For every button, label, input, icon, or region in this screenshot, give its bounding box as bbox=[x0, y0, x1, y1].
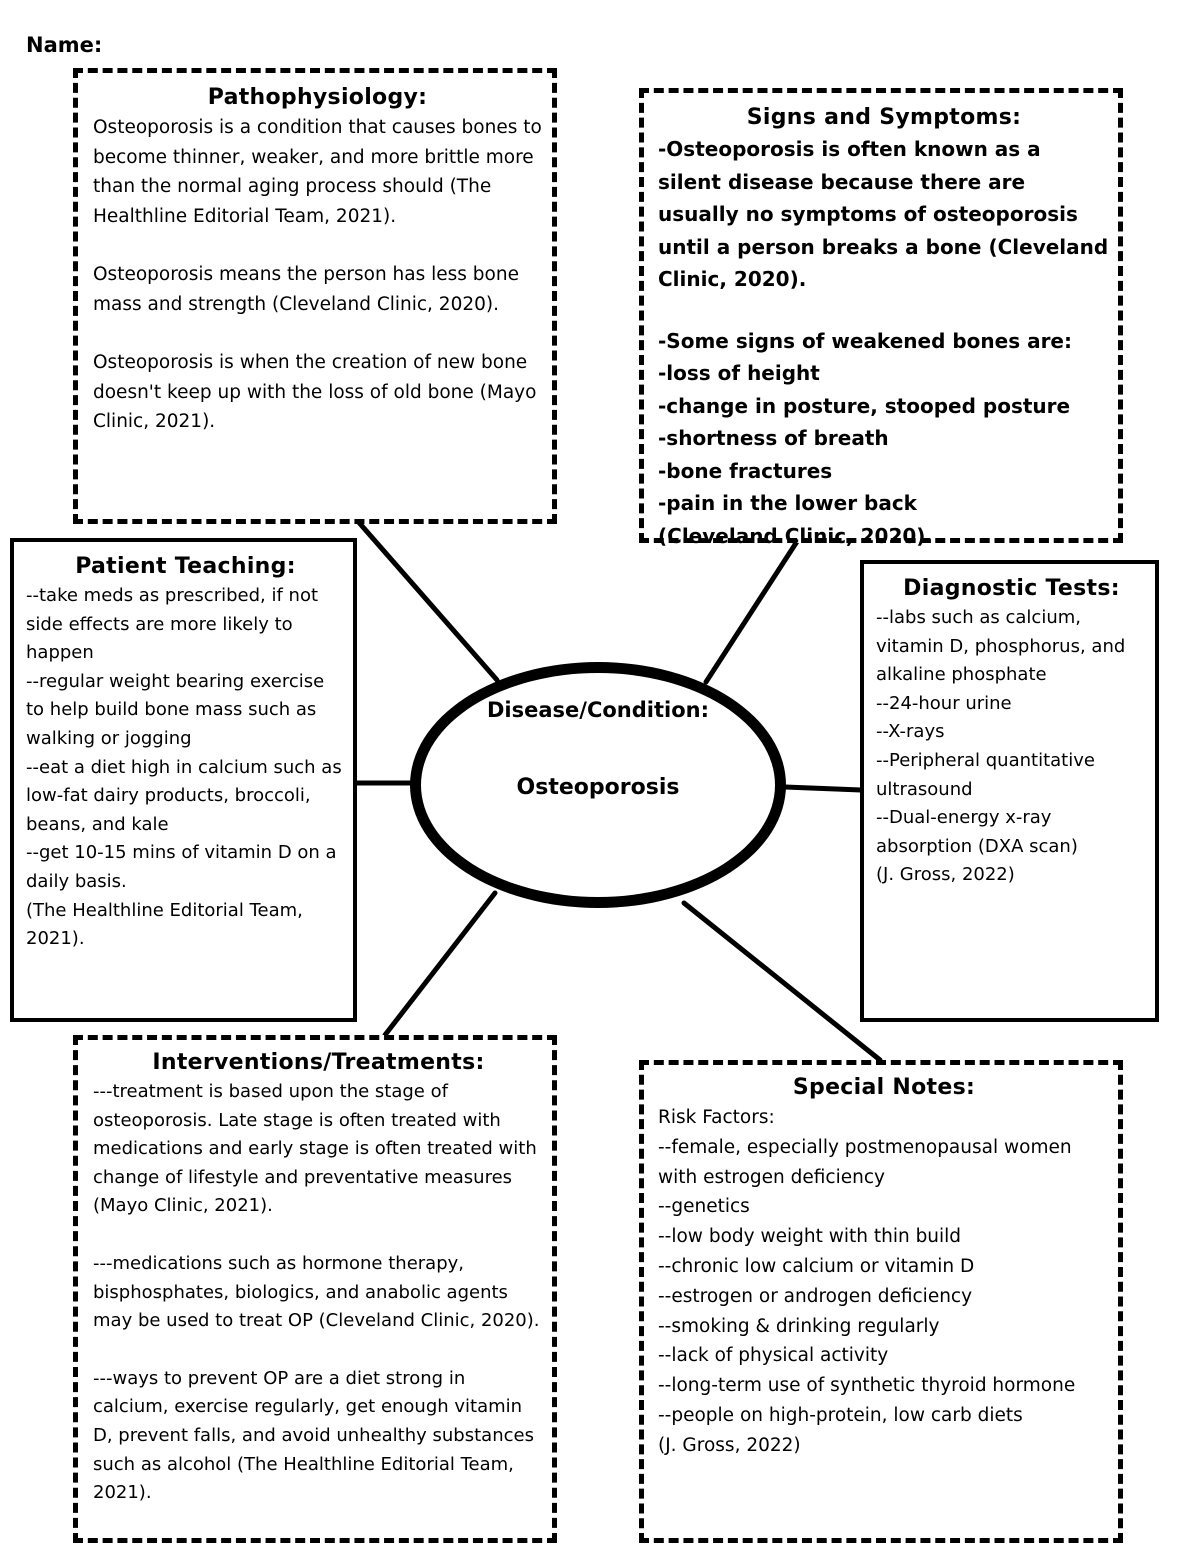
patient-teaching-list bbox=[26, 582, 345, 954]
list-item: (J. Gross, 2022) bbox=[658, 1434, 801, 1456]
name-label: Name: bbox=[26, 33, 103, 57]
list-item: --female, especially postmenopausal women with estrogen deficiency bbox=[658, 1136, 1072, 1188]
list-item: --24-hour urine bbox=[876, 692, 1012, 714]
connector-special-notes bbox=[684, 903, 880, 1060]
special-notes-list bbox=[658, 1103, 1110, 1461]
special-notes-box bbox=[639, 1060, 1123, 1543]
pathophysiology-title: Pathophysiology: bbox=[207, 85, 428, 110]
diagnostic-tests-box bbox=[860, 560, 1159, 1022]
interventions-body bbox=[93, 1078, 544, 1508]
list-item: --labs such as calcium, vitamin D, phosphorus, and alkaline phosphate bbox=[876, 607, 1126, 686]
list-item: --take meds as prescribed, if not side effects are more likely to happen bbox=[26, 585, 319, 664]
interventions-paragraph: ---treatment is based upon the stage of osteoporosis. Late stage is often treated with medications and early stage is often treated with change of lifestyle and preventative measures (Mayo Clinic, 2021). bbox=[93, 1081, 537, 1217]
signs-symptoms-title: Signs and Symptoms: bbox=[746, 105, 1022, 130]
list-item: --smoking & drinking regularly bbox=[658, 1315, 940, 1337]
list-item: (The Healthline Editorial Team, 2021). bbox=[26, 899, 303, 950]
pathophysiology-paragraph: Osteoporosis is a condition that causes bones to become thinner, weaker, and more brittle more than the normal aging process should (The Healthline Editorial Team, 2021). bbox=[93, 117, 542, 227]
list-item: Risk Factors: bbox=[658, 1107, 775, 1128]
connector-signs-symptoms bbox=[706, 540, 798, 682]
list-item: --Dual-energy x-ray absorption (DXA scan) bbox=[876, 807, 1078, 857]
list-item: --regular weight bearing exercise to help build bone mass such as walking or jogging bbox=[26, 670, 325, 749]
interventions-paragraph: ---ways to prevent OP are a diet strong in calcium, exercise regularly, get enough vitamin D, prevent falls, and avoid unhealthy substances such as alcohol (The Healthline Editorial Team, 2021). bbox=[93, 1367, 534, 1504]
center-condition: Osteoporosis bbox=[516, 775, 680, 800]
special-notes-title: Special Notes: bbox=[792, 1075, 976, 1100]
list-item: --eat a diet high in calcium such as low-fat dairy products, broccoli, beans, and kale bbox=[26, 756, 342, 835]
signs-symptoms-box bbox=[639, 88, 1123, 548]
list-item: (J. Gross, 2022) bbox=[876, 864, 1015, 886]
interventions-box bbox=[73, 1035, 557, 1543]
interventions-title: Interventions/Treatments: bbox=[152, 1050, 485, 1075]
interventions-paragraph: ---medications such as hormone therapy, bisphosphates, biologics, and anabolic agents may be used to treat OP (Cleveland Clinic, 2020). bbox=[93, 1252, 540, 1332]
signs-symptoms-body bbox=[658, 133, 1110, 552]
pathophysiology-box bbox=[73, 68, 557, 524]
patient-teaching-title: Patient Teaching: bbox=[75, 554, 296, 579]
signs-symptoms-paragraph: -Osteoporosis is often known as a silent disease because there are usually no symptoms of osteoporosis until a person breaks a bone (Cleveland Clinic, 2020). bbox=[658, 137, 1109, 291]
list-item: --X-rays bbox=[876, 721, 945, 743]
diagnostic-tests-title: Diagnostic Tests: bbox=[903, 576, 1120, 601]
patient-teaching-box bbox=[10, 538, 357, 1022]
list-item: --long-term use of synthetic thyroid hormone bbox=[658, 1375, 1076, 1397]
diagnostic-tests-list bbox=[876, 604, 1147, 890]
connector-pathophysiology bbox=[355, 518, 497, 680]
list-item: --Peripheral quantitative ultrasound bbox=[876, 749, 1095, 800]
list-item: --estrogen or androgen deficiency bbox=[658, 1285, 973, 1307]
center-label: Disease/Condition: bbox=[487, 698, 709, 722]
connector-interventions bbox=[385, 893, 495, 1035]
list-item: --chronic low calcium or vitamin D bbox=[658, 1255, 975, 1277]
list-item: --low body weight with thin build bbox=[658, 1226, 962, 1248]
connector-diagnostic-tests bbox=[785, 787, 861, 790]
signs-symptoms-paragraph: -Some signs of weakened bones are: -loss of height -change in posture, stooped posture -shortness of breath -bone fractures -pain in the lower back (Cleveland Clinic, 2020). bbox=[658, 328, 1072, 548]
list-item: --lack of physical activity bbox=[658, 1345, 889, 1367]
list-item: --people on high-protein, low carb diets bbox=[658, 1404, 1023, 1426]
pathophysiology-paragraph: Osteoporosis is when the creation of new bone doesn't keep up with the loss of old bone (Mayo Clinic, 2021). bbox=[93, 352, 537, 432]
pathophysiology-body bbox=[93, 113, 542, 437]
pathophysiology-paragraph: Osteoporosis means the person has less bone mass and strength (Cleveland Clinic, 2020). bbox=[93, 264, 519, 315]
list-item: --get 10-15 mins of vitamin D on a daily basis. bbox=[26, 842, 337, 892]
list-item: --genetics bbox=[658, 1196, 750, 1218]
